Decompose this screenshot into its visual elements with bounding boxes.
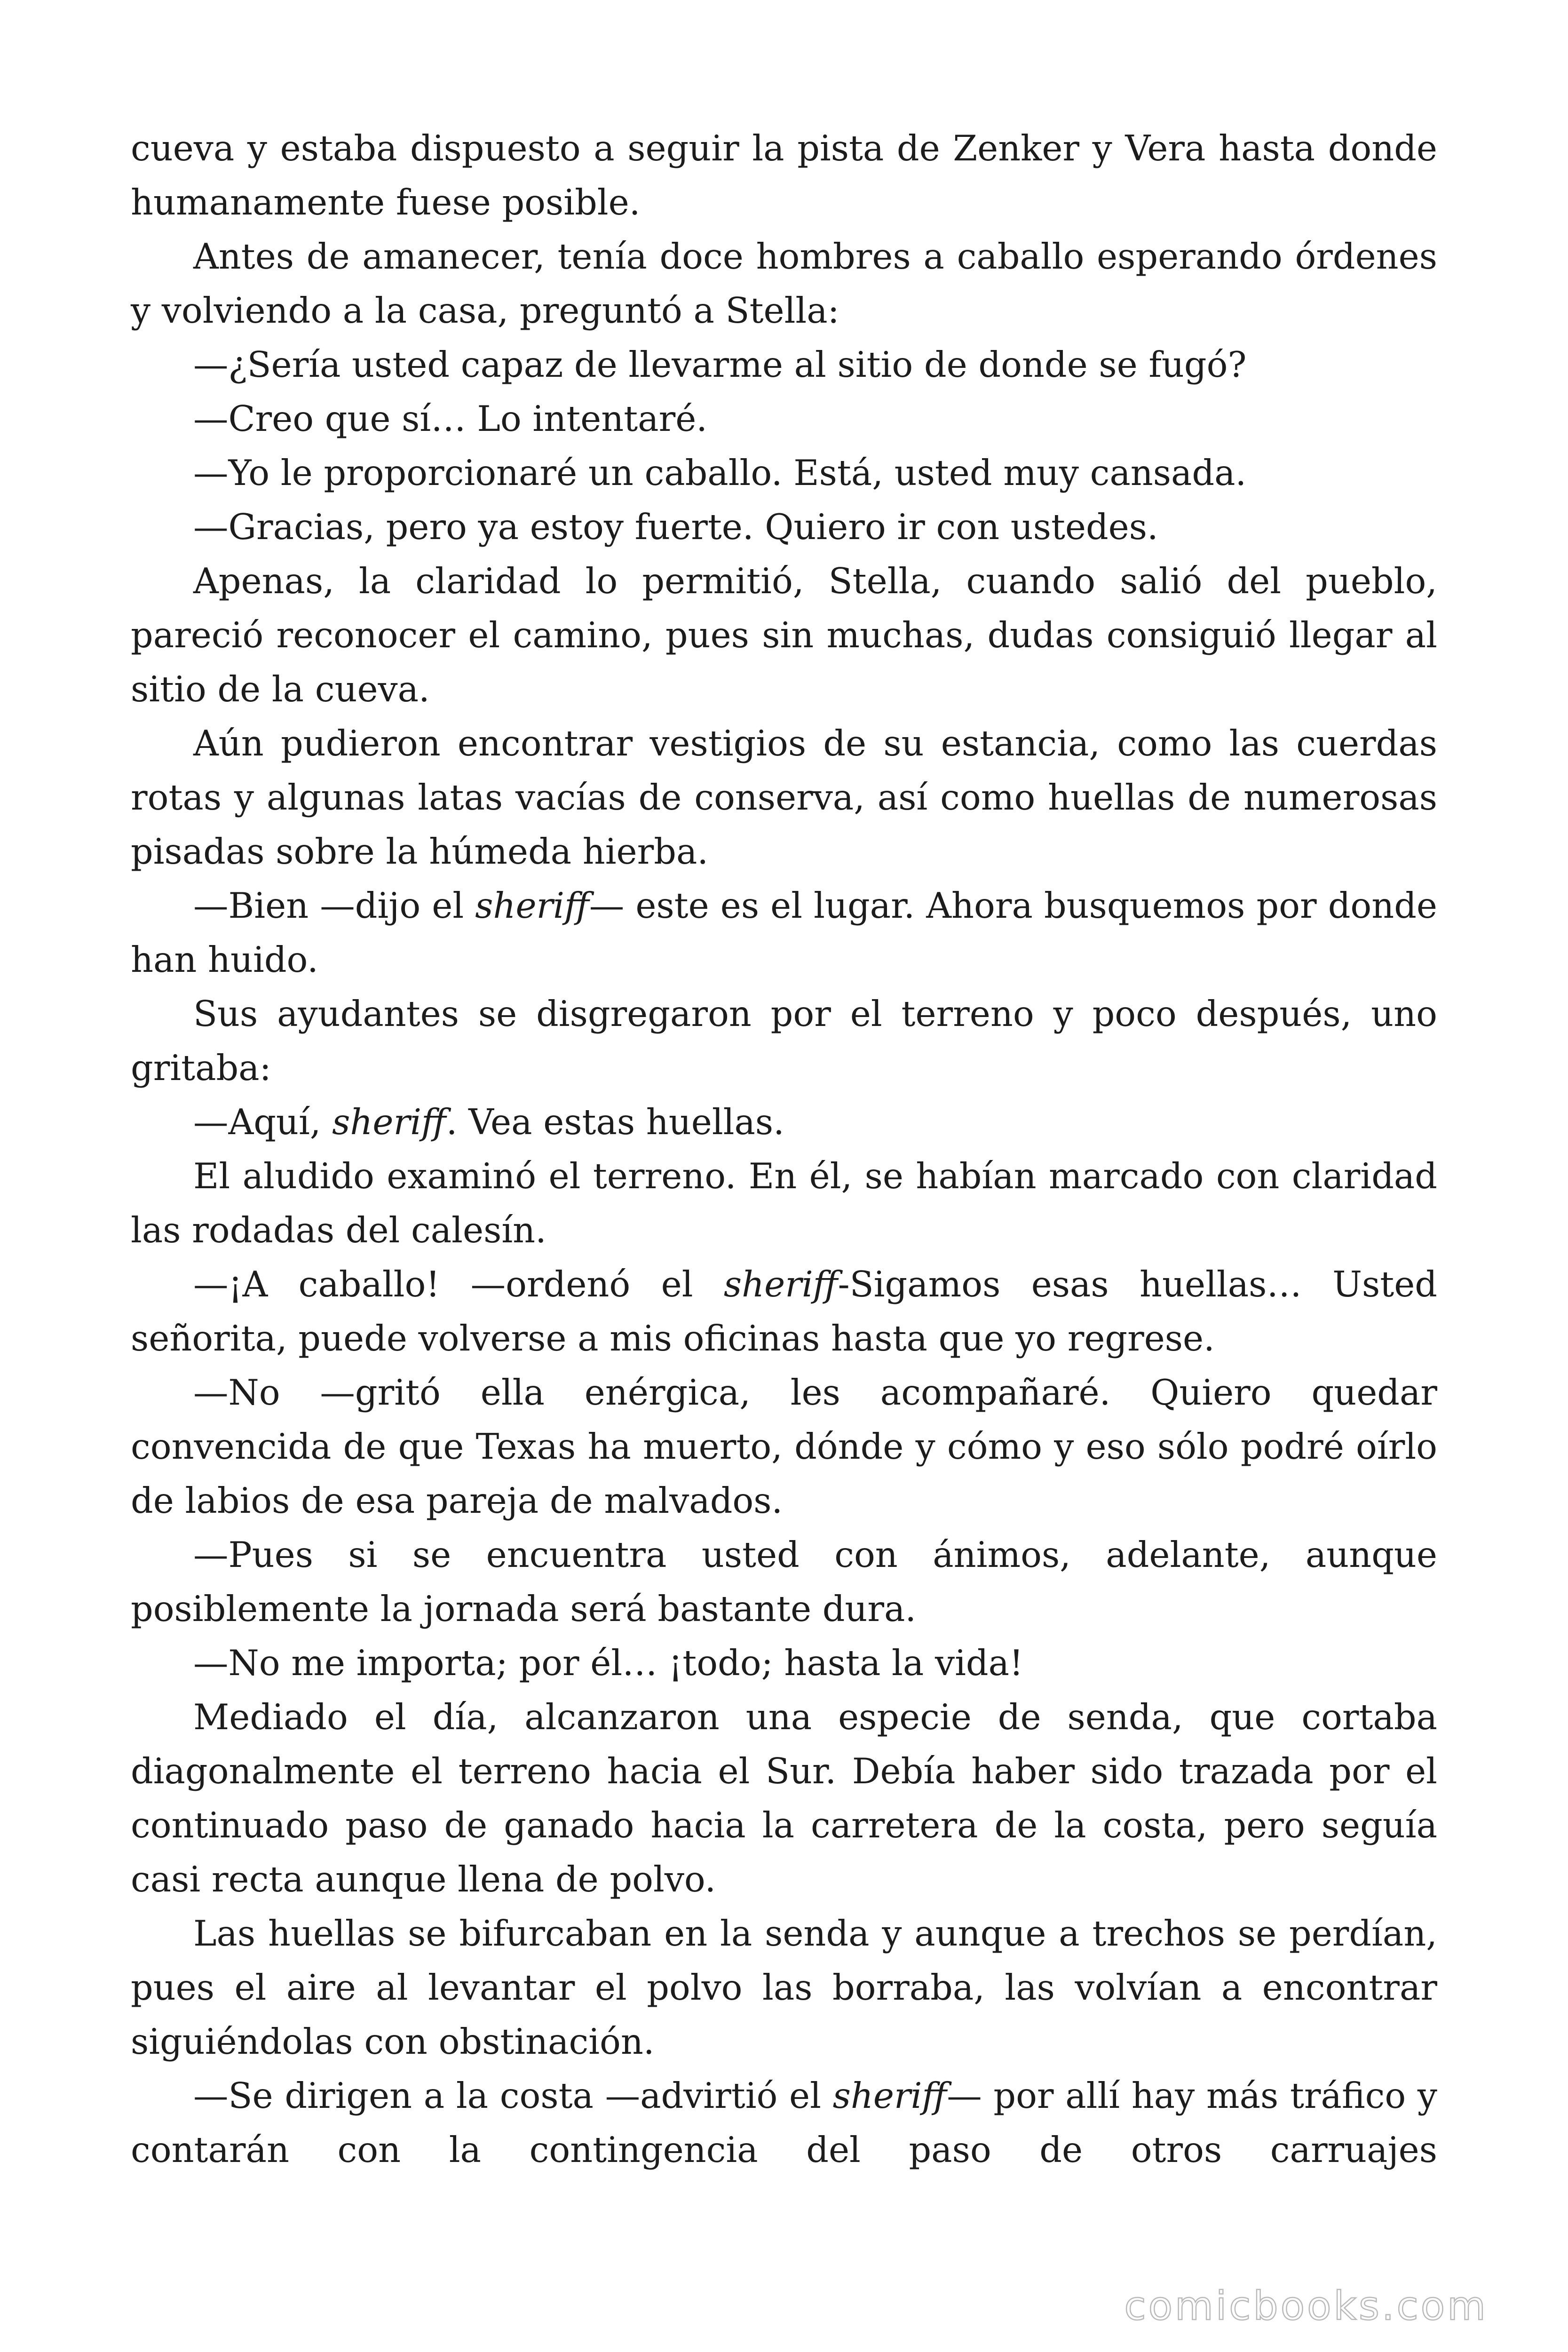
paragraph: —Se dirigen a la costa —advirtió el sheriff— por allí hay más tráfico y contarán con la contingencia del paso de otros carruajes xyxy=(131,2075,1437,2170)
paragraph: —¡A caballo! —ordenó el sheriff-Sigamos esas huellas… Usted señorita, puede volverse a mis oficinas hasta que yo regrese. xyxy=(131,1264,1437,1359)
paragraph: Antes de amanecer, tenía doce hombres a caballo esperando órdenes y volviendo a la casa, preguntó a Stella: xyxy=(131,236,1437,331)
paragraph: —No me importa; por él… ¡todo; hasta la vida! xyxy=(193,1643,1023,1684)
paragraph: El aludido examinó el terreno. En él, se habían marcado con claridad las rodadas del calesín. xyxy=(131,1156,1437,1251)
paragraph: —Pues si se encuentra usted con ánimos, adelante, aunque posiblemente la jornada será bastante dura. xyxy=(131,1534,1437,1629)
paragraph: Las huellas se bifurcaban en la senda y aunque a trechos se perdían, pues el aire al levantar el polvo las borraba, las volvían a encontrar siguiéndolas con obstinación. xyxy=(131,1913,1437,2062)
paragraph: cueva y estaba dispuesto a seguir la pista de Zenker y Vera hasta donde humanamente fuese posible. xyxy=(131,128,1437,223)
paragraph: —Gracias, pero ya estoy fuerte. Quiero ir con ustedes. xyxy=(193,507,1158,548)
paragraph: —Yo le proporcionaré un caballo. Está, usted muy cansada. xyxy=(193,453,1247,493)
page-text xyxy=(131,121,1437,2177)
paragraph: Aún pudieron encontrar vestigios de su estancia, como las cuerdas rotas y algunas latas vacías de conserva, así como huellas de numerosas pisadas sobre la húmeda hierba. xyxy=(131,723,1437,872)
watermark: comicbooks.com xyxy=(1124,2283,1488,2329)
italic-word: sheriff xyxy=(723,1264,838,1305)
italic-word: sheriff xyxy=(475,885,589,926)
paragraph: —Bien —dijo el sheriff— este es el lugar. Ahora busquemos por donde han huido. xyxy=(131,885,1437,980)
paragraph: —No —gritó ella enérgica, les acompañaré. Quiero quedar convencida de que Texas ha muerto, dónde y cómo y eso sólo podré oírlo de labios de esa pareja de malvados. xyxy=(131,1372,1437,1521)
paragraph: —Aquí, sheriff. Vea estas huellas. xyxy=(193,1102,784,1143)
paragraph: Sus ayudantes se disgregaron por el terreno y poco después, uno gritaba: xyxy=(131,993,1437,1089)
paragraph: —Creo que sí… Lo intentaré. xyxy=(193,398,707,439)
italic-word: sheriff xyxy=(832,2075,947,2116)
paragraph: —¿Sería usted capaz de llevarme al sitio de donde se fugó? xyxy=(193,344,1247,385)
paragraph: Mediado el día, alcanzaron una especie de senda, que cortaba diagonalmente el terreno hacia el Sur. Debía haber sido trazada por el continuado paso de ganado hacia la carretera de la costa, pero seguía casi recta aunque llena de polvo. xyxy=(131,1697,1437,1900)
italic-word: sheriff xyxy=(332,1102,446,1143)
paragraph: Apenas, la claridad lo permitió, Stella, cuando salió del pueblo, pareció reconocer el camino, pues sin muchas, dudas consiguió llegar al sitio de la cueva. xyxy=(131,561,1437,710)
